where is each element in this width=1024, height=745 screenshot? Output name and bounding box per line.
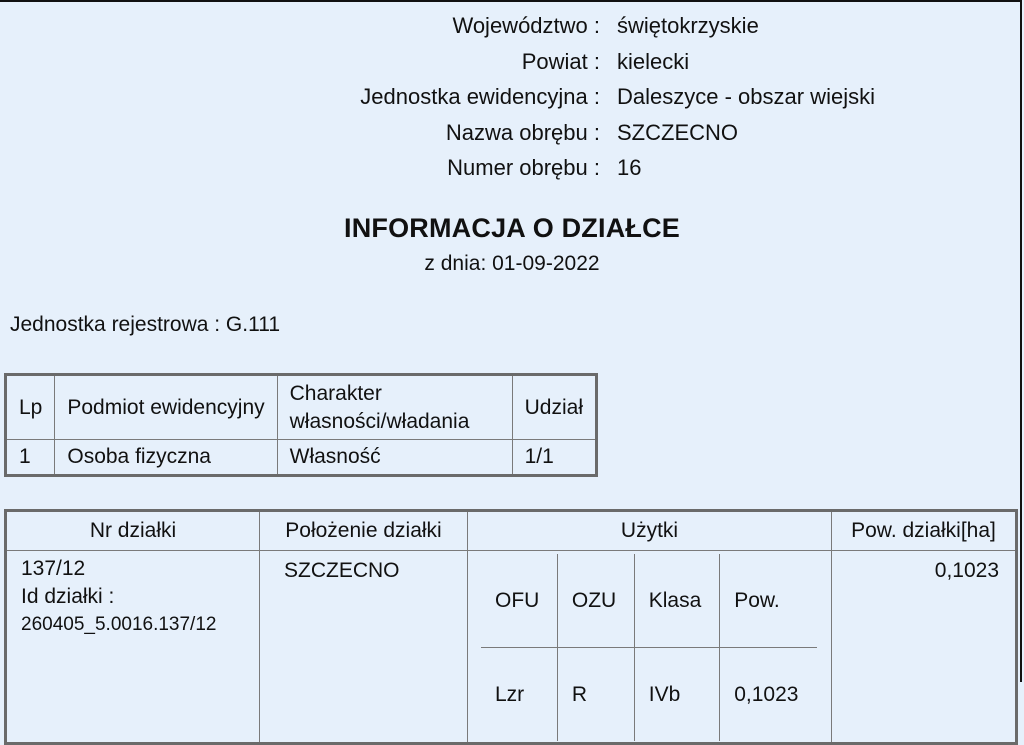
registry-unit-value: Daleszyce - obszar wiejski <box>617 84 875 109</box>
header-row-county <box>0 46 1024 82</box>
land-use-table <box>481 554 817 741</box>
land-use-col-area: Pow. <box>720 554 817 648</box>
registration-unit: Jednostka rejestrowa : G.111 <box>10 313 281 336</box>
registry-unit-label: Jednostka ewidencyjna : <box>360 84 600 109</box>
land-use-cell <box>468 551 832 744</box>
header-row-precinct-number <box>0 152 1024 188</box>
plot-id-value: 260405_5.0016.137/12 <box>21 614 217 635</box>
table-row <box>6 551 1017 744</box>
header-row-precinct-name <box>0 117 1024 153</box>
land-use-col-ofu: OFU <box>481 554 557 648</box>
precinct-number-label: Numer obrębu : <box>447 155 600 180</box>
land-use-class: IVb <box>634 648 719 742</box>
owners-table-header <box>6 375 597 440</box>
voivodeship-value: świętokrzyskie <box>617 13 759 38</box>
county-label: Powiat : <box>521 48 600 74</box>
column-header-area: Pow. działki[ha] <box>832 511 1017 551</box>
land-use-ozu: R <box>557 648 634 742</box>
column-header-plot-number: Nr działki <box>6 511 260 551</box>
column-header-lp: Lp <box>6 375 55 440</box>
land-use-ofu: Lzr <box>481 648 557 742</box>
land-use-row <box>481 648 817 742</box>
column-header-subject: Podmiot ewidencyjny <box>55 375 277 440</box>
cell-share: 1/1 <box>512 440 596 476</box>
plot-location: SZCZECNO <box>260 551 468 744</box>
column-header-character <box>277 375 512 440</box>
header-info <box>0 10 1024 188</box>
column-header-share: Udział <box>512 375 596 440</box>
land-use-col-ozu: OZU <box>557 554 634 648</box>
voivodeship-label: Województwo : <box>452 13 600 38</box>
precinct-name-label: Nazwa obrębu : <box>445 119 600 145</box>
plot-id-label: Id działki : <box>21 585 115 608</box>
cell-lp: 1 <box>6 440 55 476</box>
column-header-location: Położenie działki <box>260 511 468 551</box>
land-use-header <box>481 554 817 648</box>
header-row-voivodeship <box>0 10 1024 46</box>
county-value: kielecki <box>617 48 690 74</box>
plot-info-cell <box>6 551 260 744</box>
plot-number: 137/12 <box>21 557 86 580</box>
precinct-number-value: 16 <box>617 155 642 180</box>
table-row <box>6 440 597 476</box>
column-header-character-text: Charakter własności/władania <box>289 381 470 433</box>
owners-table <box>4 373 598 477</box>
cell-character: Własność <box>277 440 512 476</box>
header-row-registry-unit <box>0 81 1024 117</box>
column-header-land-use: Użytki <box>468 511 832 551</box>
cell-subject: Osoba fizyczna <box>55 440 277 476</box>
document-title: INFORMACJA O DZIAŁCE <box>344 213 680 243</box>
precinct-name-value: SZCZECNO <box>617 119 738 145</box>
land-use-col-class: Klasa <box>634 554 719 648</box>
document-date: z dnia: 01-09-2022 <box>424 252 600 275</box>
plot-table-header <box>6 511 1017 551</box>
plot-area: 0,1023 <box>832 551 1017 744</box>
plot-table <box>4 509 1018 745</box>
land-use-area: 0,1023 <box>734 682 799 706</box>
